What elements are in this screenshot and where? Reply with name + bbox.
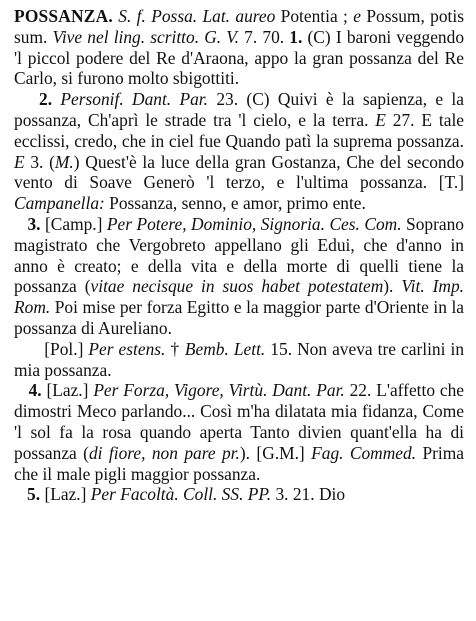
entry-headword-paragraph: [14, 6, 464, 89]
etymology: Possa. Lat. aureo: [151, 6, 276, 26]
conjunction: e: [353, 6, 361, 26]
latin-gloss: vitae necisque in suos habet potestatem: [90, 276, 384, 297]
text: Poi mise per forza Egitto e la maggior parte d'Oriente in la possanza di Aureliano.: [14, 297, 464, 338]
text: Possum, potis sum.: [14, 6, 464, 47]
sense-label: Personif. Dant. Par.: [52, 89, 208, 110]
text: ).: [383, 276, 402, 297]
text: [Laz.]: [40, 484, 91, 505]
sense-label: Per Forza, Vigore, Virtù. Dant. Par.: [93, 380, 345, 401]
text: (C): [302, 26, 331, 47]
gloss: di fiore, non pare pr.: [88, 442, 240, 463]
sense-number: 3.: [27, 213, 41, 234]
text: 23. (C) Quivi è la sapienza, e la possanza, Ch'aprì le strade tra 'l cielo, e la terra.: [14, 89, 464, 130]
text: 3. 21. Dio: [271, 484, 346, 505]
citation: E: [375, 109, 386, 130]
grammar-label: S. f.: [118, 6, 146, 26]
dagger-mark: †: [165, 338, 185, 359]
text: [Camp.]: [40, 213, 107, 234]
sense-label: Per estens.: [88, 338, 166, 359]
text: Potentia ;: [275, 6, 354, 26]
usage-note: Vive nel ling. scritto. G. V.: [52, 26, 240, 47]
citation: Bemb. Lett.: [184, 338, 266, 359]
sense-4: [14, 380, 464, 484]
text: Soprano magistrato che Vergobreto appellano gli Edui, che d'anno in anno è creato; e della vita e della morte di quelli tiene la possanza (: [14, 213, 465, 297]
sense-number: 2.: [39, 89, 53, 110]
text: 3. (: [24, 151, 55, 172]
citation: Fag. Commed.: [311, 442, 417, 463]
text: ). [G.M.]: [239, 442, 312, 463]
citation: Campanella:: [14, 193, 105, 214]
sense-number: 5.: [27, 484, 41, 505]
text: ) Quest'è la luce della gran Gostanza, Che del secondo vento di Soave Generò 'l terzo, e l'ultima possanza. [T.]: [14, 151, 465, 193]
text: Possanza, senno, e amor, primo ente.: [104, 193, 366, 214]
text: 7. 70.: [239, 26, 290, 47]
sense-number: 4.: [28, 380, 42, 401]
headword: POSSANZA.: [14, 6, 113, 26]
text: [Laz.]: [41, 380, 94, 401]
text: 27. E tale ecclissi, credo, che in ciel fue Quando patì la suprema possanza.: [14, 109, 464, 151]
sense-3: [14, 214, 464, 339]
text: I baroni veggendo 'l piccol podere del Re d'Araona, appo la gran possanza del Re Carlo, si furono molto sbigottiti.: [14, 26, 465, 89]
sense-label: Per Facoltà. Coll. SS. PP.: [90, 484, 272, 505]
pol-subsense: [14, 339, 464, 381]
citation: M.: [54, 151, 74, 172]
text: 22. L'affetto che dimostri Meco parlando... Così m'ha dilatata mia fidanza, Come 'l sol fa la rosa quando aperta Tanto divien quant'ella ha di possanza (: [14, 380, 465, 463]
sense-number: 1.: [289, 26, 303, 47]
text: [Pol.]: [44, 338, 89, 359]
text: Prima che il male pigli maggior possanza.: [14, 442, 465, 484]
citation: E: [14, 151, 25, 172]
sense-5: [14, 484, 464, 505]
citation: Vit. Imp. Rom.: [14, 276, 464, 318]
text: 15. Non aveva tre carlini in mia possanza.: [14, 338, 465, 380]
sense-2: [14, 89, 464, 214]
sense-label: Per Potere, Dominio, Signoria. Ces. Com.: [106, 213, 402, 234]
